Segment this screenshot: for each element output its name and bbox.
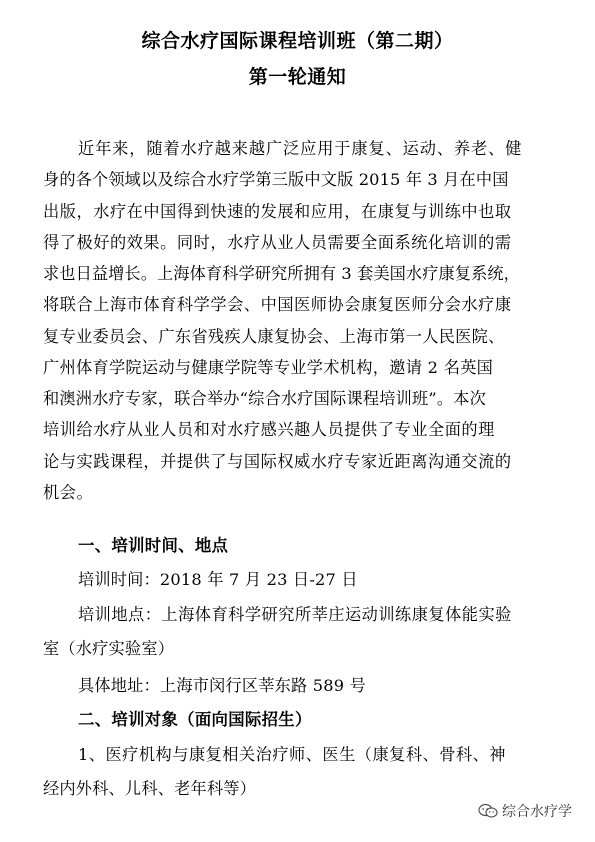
- intro-line: 身的各个领域以及综合水疗学第三版中文版 2015 年 3 月在中国: [43, 170, 509, 189]
- wechat-official-account-icon: [478, 803, 498, 819]
- wechat-watermark: [474, 799, 576, 823]
- audience-item-1-cont: 经内外科、儿科、老年科等）: [43, 779, 257, 798]
- intro-line: 和澳洲水疗专家，联合举办“综合水疗国际课程培训班”。本次: [43, 389, 487, 408]
- training-place: 培训地点：上海体育科学研究所莘庄运动训练康复体能实验: [78, 605, 512, 624]
- watermark-text: 综合水疗学: [502, 804, 572, 820]
- intro-line: 得了极好的效果。同时，水疗从业人员需要全面系统化培训的需: [43, 233, 512, 252]
- intro-line: 论与实践课程，并提供了与国际权威水疗专家近距离沟通交流的: [43, 452, 512, 471]
- intro-line: 近年来，随着水疗越来越广泛应用于康复、运动、养老、健: [78, 139, 523, 158]
- document-title: 综合水疗国际课程培训班（第二期）: [141, 30, 454, 52]
- section-heading-audience: 二、培训对象（面向国际招生）: [78, 710, 312, 729]
- intro-line: 机会。: [43, 483, 94, 502]
- training-place-cont: 室（水疗实验室）: [43, 639, 175, 658]
- intro-line: 将联合上海市体育科学学会、中国医师协会康复医师分会水疗康: [43, 295, 512, 314]
- document-subtitle: 第一轮通知: [248, 66, 347, 88]
- training-time: 培训时间：2018 年 7 月 23 日-27 日: [78, 570, 358, 589]
- audience-item-1: 1、医疗机构与康复相关治疗师、医生（康复科、骨科、神: [78, 745, 506, 764]
- intro-line: 培训给水疗从业人员和对水疗感兴趣人员提供了专业全面的理: [43, 420, 495, 439]
- intro-line: 出版，水疗在中国得到快速的发展和应用，在康复与训练中也取: [43, 202, 512, 221]
- intro-line: 复专业委员会、广东省残疾人康复协会、上海市第一人民医院、: [43, 327, 505, 346]
- intro-line: 广州体育学院运动与健康学院等专业学术机构，邀请 2 名英国: [43, 358, 494, 377]
- training-address: 具体地址：上海市闵行区莘东路 589 号: [78, 676, 366, 695]
- intro-line: 求也日益增长。上海体育科学研究所拥有 3 套美国水疗康复系统，: [43, 264, 520, 283]
- section-heading-time-place: 一、培训时间、地点: [78, 536, 229, 555]
